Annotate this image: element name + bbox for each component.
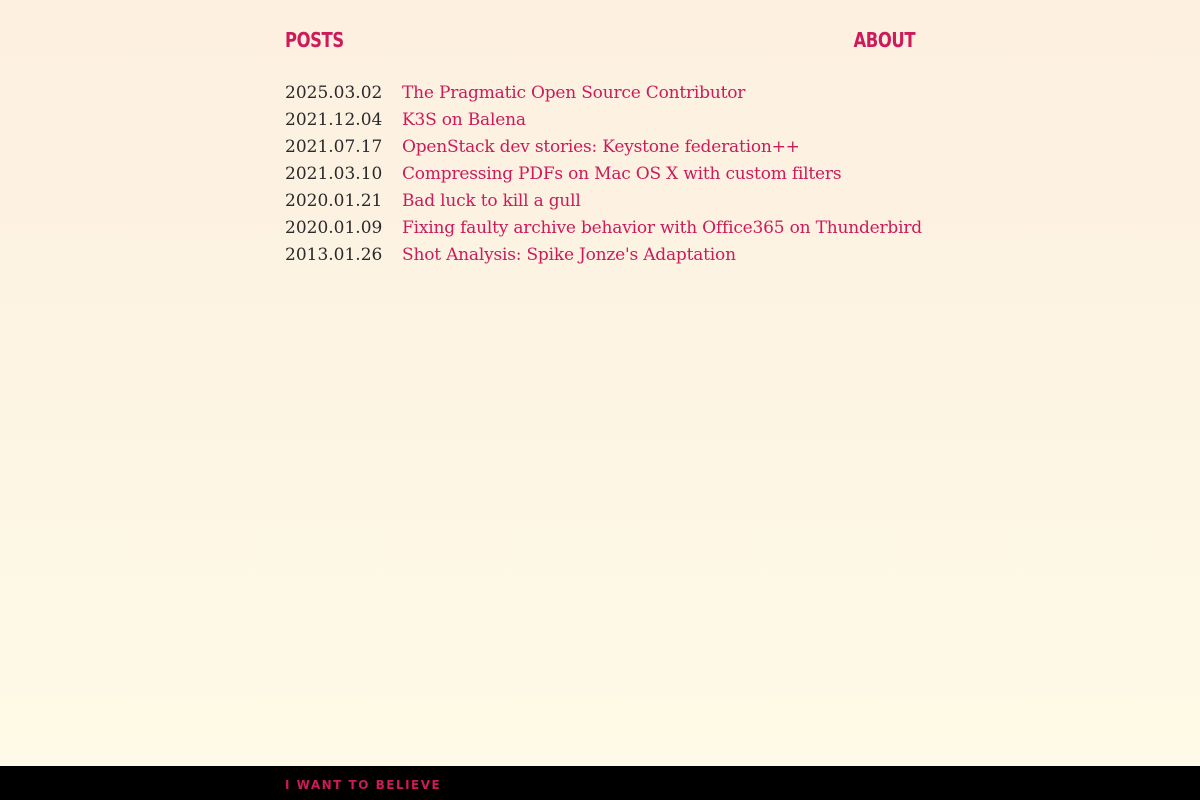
post-date: 2021.12.04 (285, 110, 383, 130)
post-date: 2020.01.09 (285, 218, 383, 238)
list-item (285, 81, 915, 108)
post-title-link[interactable]: The Pragmatic Open Source Contributor (402, 83, 746, 103)
list-item (285, 162, 915, 189)
top-nav (285, 0, 915, 60)
list-item (285, 243, 915, 270)
post-date: 2020.01.21 (285, 191, 383, 211)
post-title-link[interactable]: Shot Analysis: Spike Jonze's Adaptation (402, 245, 736, 265)
footer-tagline: I WANT TO BELIEVE (285, 778, 442, 792)
post-title-link[interactable]: Bad luck to kill a gull (402, 191, 581, 211)
post-title-link[interactable]: K3S on Balena (402, 110, 526, 130)
post-title-link[interactable]: OpenStack dev stories: Keystone federation++ (402, 137, 800, 157)
list-item (285, 135, 915, 162)
post-date: 2021.07.17 (285, 137, 383, 157)
list-item (285, 189, 915, 216)
nav-posts-link[interactable]: POSTS (285, 28, 344, 52)
post-date: 2013.01.26 (285, 245, 383, 265)
nav-about-link[interactable]: ABOUT (853, 28, 915, 52)
post-date: 2021.03.10 (285, 164, 383, 184)
page-container (285, 0, 922, 265)
footer (0, 766, 1200, 800)
post-title-link[interactable]: Fixing faulty archive behavior with Office365 on Thunderbird (402, 218, 922, 238)
list-item (285, 216, 922, 243)
list-item (285, 108, 915, 135)
post-title-link[interactable]: Compressing PDFs on Mac OS X with custom filters (402, 164, 842, 184)
post-date: 2025.03.02 (285, 83, 383, 103)
post-list (285, 81, 922, 270)
